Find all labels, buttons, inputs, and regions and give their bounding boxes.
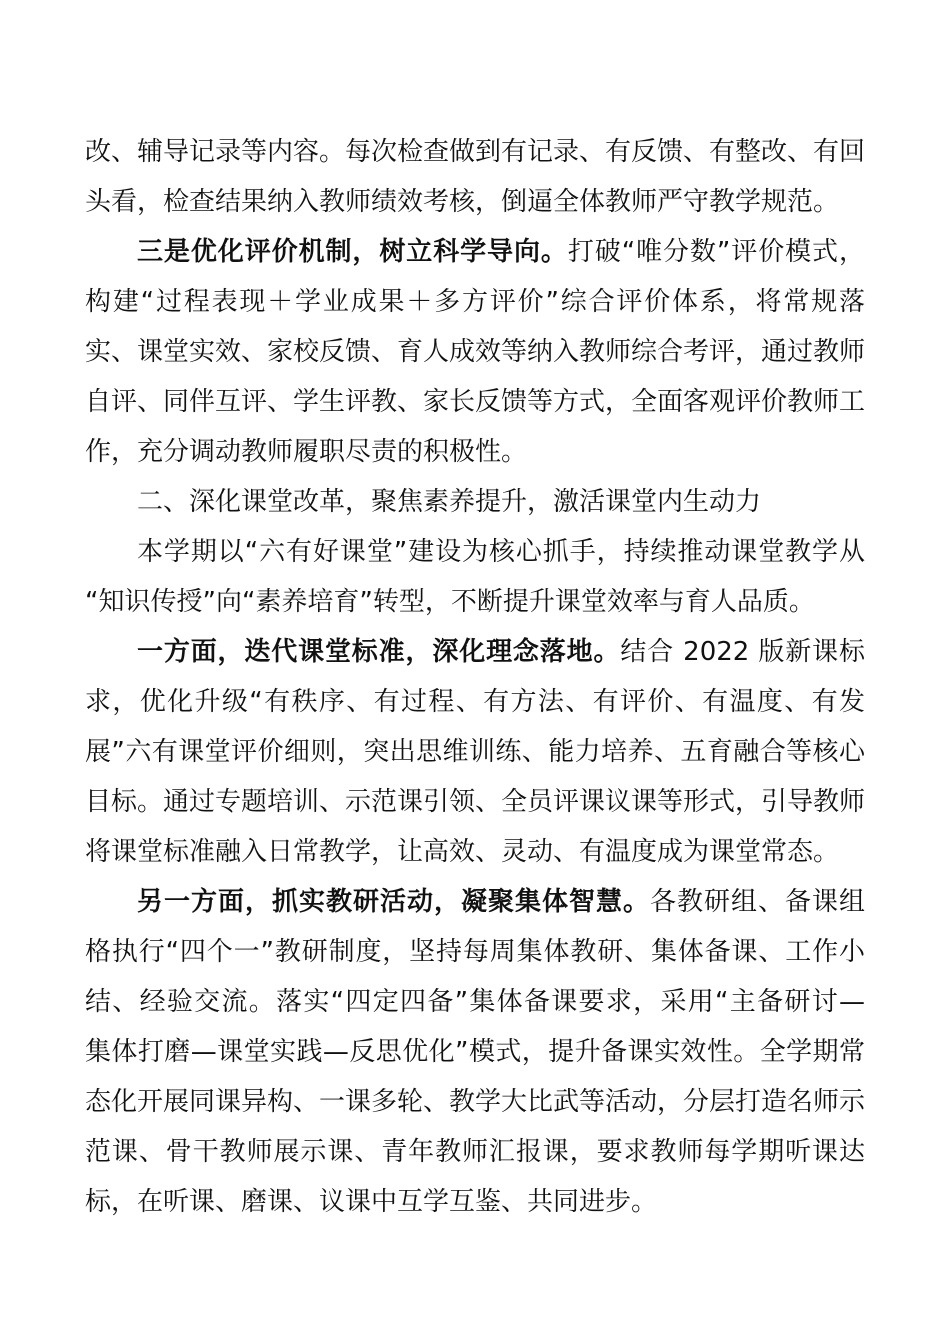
- text-line: [0, 677, 950, 727]
- line-text: “知识传授”向“素养培育”转型，不断提升课堂效率与育人品质。: [85, 587, 815, 617]
- line-text: 结合 2022 版新课标: [620, 637, 865, 667]
- line-text: 求，优化升级“有秩序、有过程、有方法、有评价、有温度、有发: [85, 687, 865, 717]
- line-text: 结、经验交流。落实“四定四备”集体备课要求，采用“主备研讨—: [85, 987, 865, 1017]
- line-text: 将课堂标准融入日常教学，让高效、灵动、有温度成为课堂常态。: [85, 837, 840, 867]
- line-text: 标，在听课、磨课、议课中互学互鉴、共同进步。: [85, 1187, 658, 1217]
- line-text: 集体打磨—课堂实践—反思优化”模式，提升备课实效性。全学期常: [85, 1037, 865, 1067]
- paragraph-line: [137, 227, 865, 277]
- line-text: 目标。通过专题培训、示范课引领、全员评课议课等形式，引导教师: [85, 787, 865, 817]
- text-line: [0, 827, 950, 877]
- line-text: 改、辅导记录等内容。每次检查做到有记录、有反馈、有整改、有回: [85, 137, 865, 167]
- line-text: 自评、同伴互评、学生评教、家长反馈等方式，全面客观评价教师工: [85, 387, 865, 417]
- line-text: 态化开展同课异构、一课多轮、教学大比武等活动，分层打造名师示: [85, 1087, 865, 1117]
- text-line: [0, 1027, 950, 1077]
- text-line: [0, 227, 950, 277]
- paragraph-line: [137, 877, 865, 927]
- line-text: 格执行“四个一”教研制度，坚持每周集体教研、集体备课、工作小: [85, 937, 865, 967]
- line-text: 作，充分调动教师履职尽责的积极性。: [85, 437, 528, 467]
- bold-lead: 另一方面，抓实教研活动，凝聚集体智慧。: [137, 887, 650, 917]
- text-line: [0, 977, 950, 1027]
- text-line: [0, 177, 950, 227]
- line-text: 展”六有课堂评价细则，突出思维训练、能力培养、五育融合等核心: [85, 737, 865, 767]
- text-line: [0, 427, 950, 477]
- text-line: [0, 927, 950, 977]
- text-line: [0, 577, 950, 627]
- text-line: [0, 1077, 950, 1127]
- text-line: [0, 377, 950, 427]
- text-line: [0, 527, 950, 577]
- text-line: [0, 1177, 950, 1227]
- line-text: 构建“过程表现＋学业成果＋多方评价”综合评价体系，将常规落: [85, 287, 865, 317]
- line-text: 打破“唯分数”评价模式，: [567, 237, 865, 267]
- line-text: 实、课堂实效、家校反馈、育人成效等纳入教师综合考评，通过教师: [85, 337, 865, 367]
- text-line: [0, 727, 950, 777]
- line-text: 本学期以“六有好课堂”建设为核心抓手，持续推动课堂教学从: [137, 537, 865, 567]
- section-heading: [0, 477, 950, 527]
- text-line: [0, 327, 950, 377]
- bold-lead: 三是优化评价机制，树立科学导向。: [137, 237, 568, 267]
- paragraph-line: [137, 627, 865, 677]
- text-line: [0, 127, 950, 177]
- text-line: [0, 627, 950, 677]
- text-line: [0, 777, 950, 827]
- text-line: [0, 877, 950, 927]
- text-line: [0, 1127, 950, 1177]
- text-line: [0, 277, 950, 327]
- line-text: 二、深化课堂改革，聚焦素养提升，激活课堂内生动力: [137, 487, 762, 517]
- line-text: 各教研组、备课组: [649, 887, 865, 917]
- bold-lead: 一方面，迭代课堂标准，深化理念落地。: [137, 637, 621, 667]
- line-text: 范课、骨干教师展示课、青年教师汇报课，要求教师每学期听课达: [85, 1137, 865, 1167]
- line-text: 头看，检查结果纳入教师绩效考核，倒逼全体教师严守教学规范。: [85, 187, 840, 217]
